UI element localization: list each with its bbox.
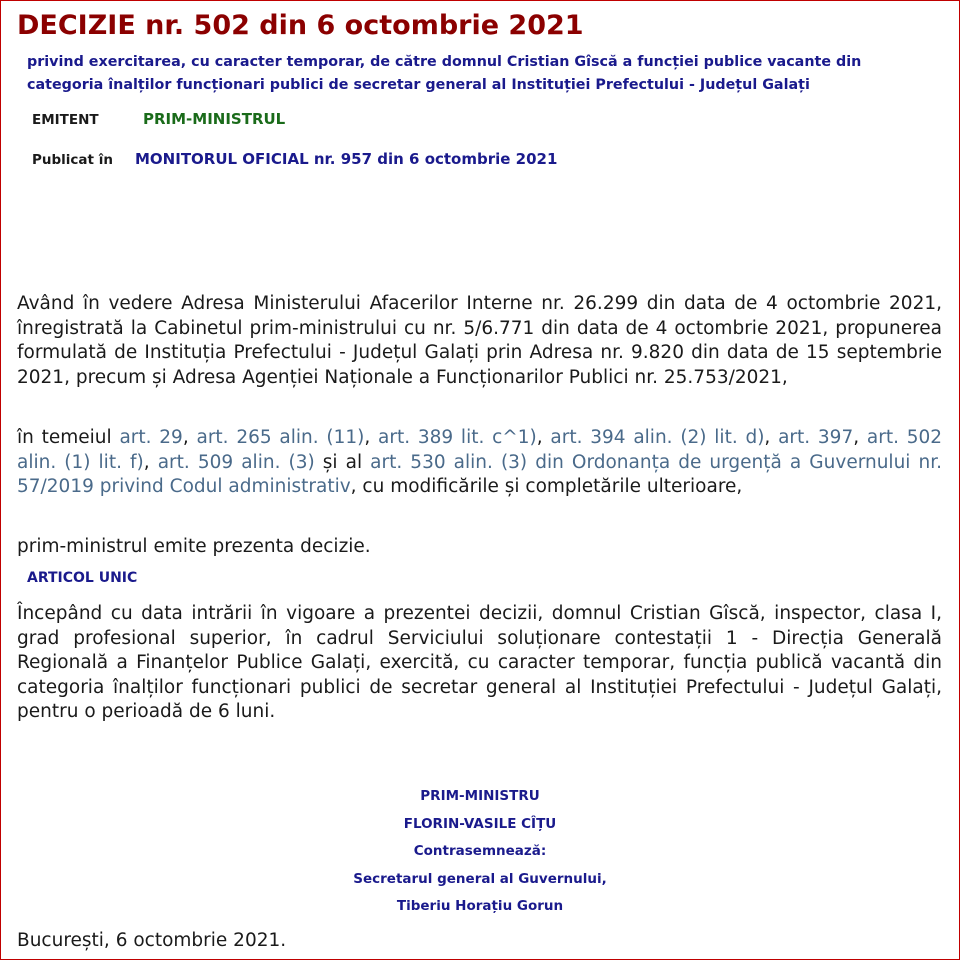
emitent-label: EMITENT: [32, 112, 99, 128]
separator: ,: [143, 451, 158, 473]
place-date: București, 6 octombrie 2021.: [17, 930, 287, 951]
temei-intro: în temeiul: [17, 427, 120, 448]
separator: ,: [364, 427, 379, 448]
separator: ,: [536, 427, 551, 448]
article-label: ARTICOL UNIC: [27, 570, 138, 586]
publicat-label: Publicat în: [32, 152, 113, 168]
publicat-value: MONITORUL OFICIAL nr. 957 din 6 octombrie 2021: [135, 150, 558, 168]
conjunction: și al: [314, 451, 371, 473]
document-subtitle: privind exercitarea, cu caracter temporar, de către domnul Cristian Gîscă a funcției publice vacante din categoria înalților funcționari publici de secretar general al Instituției Prefectului - Județul Galați: [27, 54, 862, 93]
closing-paragraph: prim-ministrul emite prezenta decizie.: [17, 536, 371, 557]
ref-link-ordonanta[interactable]: art. 530 alin. (3) din Ordonanța de urgență a Guvernului nr. 57/2019 privind Codul administrativ: [17, 451, 943, 497]
ref-link[interactable]: art. 389 lit. c^1): [378, 427, 537, 448]
signature-name: FLORIN-VASILE CÎȚU: [403, 816, 557, 832]
ref-link[interactable]: art. 29: [119, 427, 183, 448]
separator: ,: [764, 427, 779, 448]
temei-tail: , cu modificările și completările ulterioare,: [350, 476, 743, 497]
separator: ,: [853, 427, 867, 448]
ref-link[interactable]: art. 394 alin. (2) lit. d): [550, 427, 765, 448]
ref-link[interactable]: art. 397: [778, 427, 854, 448]
ref-link[interactable]: art. 265 alin. (11): [196, 427, 365, 448]
preamble-paragraph: Având în vedere Adresa Ministerului Afacerilor Interne nr. 26.299 din data de 4 octombrie 2021, înregistrată la Cabinetul prim-ministrului cu nr. 5/6.771 din data de 4 octombrie 2021, propunerea formulată de Instituția Prefectului - Județul Galați prin Adresa nr. 9.820 din data de 15 septembrie 2021, precum și Adresa Agenției Naționale a Funcționarilor Publici nr. 25.753/2021,: [17, 293, 942, 388]
emitent-value: PRIM-MINISTRUL: [143, 110, 286, 128]
countersign-label: Contrasemnează:: [413, 843, 547, 859]
signature-role: PRIM-MINISTRU: [420, 788, 540, 804]
countersign-name: Tiberiu Horațiu Gorun: [396, 898, 564, 914]
countersign-role: Secretarul general al Guvernului,: [353, 871, 607, 887]
article-text: Începând cu data intrării în vigoare a prezentei decizii, domnul Cristian Gîscă, inspector, clasa I, grad profesional superior, în cadrul Serviciului soluționare contestații 1 - Direcția Generală Regională a Finanțelor Publice Galați, exercită, cu caracter temporar, funcția publică vacantă din categoria înalților funcționari publici de secretar general al Instituției Prefectului - Județul Galați, pentru o perioadă de 6 luni.: [17, 603, 942, 722]
page-title: DECIZIE nr. 502 din 6 octombrie 2021: [17, 10, 584, 41]
temei-paragraph: [17, 426, 942, 500]
separator: ,: [182, 427, 197, 448]
ref-link[interactable]: art. 502 alin. (1) lit. f): [17, 427, 943, 473]
ref-link[interactable]: art. 509 alin. (3): [157, 451, 315, 473]
